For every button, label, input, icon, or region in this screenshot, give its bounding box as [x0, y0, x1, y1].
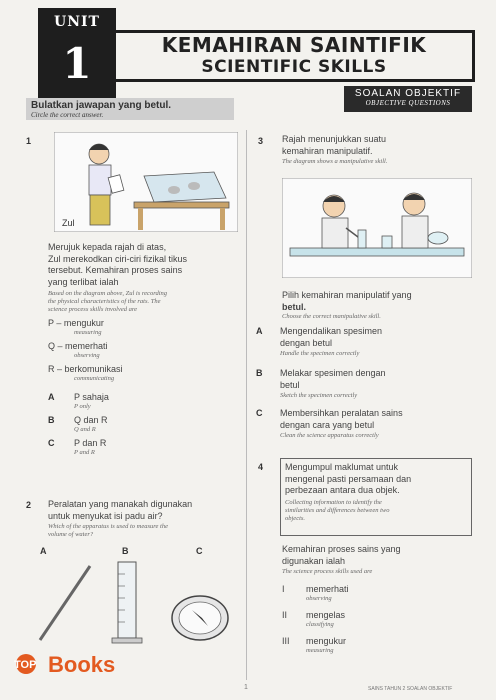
q1-stem-line-1: Merujuk kepada rajah di atas, [48, 242, 167, 252]
question-1-figure [54, 132, 238, 232]
q1-item-q-en: observing [74, 352, 100, 359]
unit-word: UNIT [54, 14, 100, 30]
q1-stem-line-4: yang terlibat ialah [48, 276, 119, 287]
q4-item-i-code: I [282, 584, 285, 594]
q1-option-a-en: P only [74, 403, 91, 410]
q3-stem-line-2: kemahiran manipulatif. [282, 145, 373, 156]
q2-option-b-label[interactable]: B [122, 546, 129, 556]
unit-badge [38, 8, 116, 100]
q4-item-i-en: observing [306, 595, 332, 602]
question-2-stem-english [48, 523, 238, 539]
instruction-box [26, 98, 234, 120]
question-4-stem [282, 544, 472, 567]
q3-prompt-line-2: betul. [282, 301, 306, 312]
watermark-brand-books: Books [48, 652, 116, 677]
q3-option-a-letter[interactable]: A [256, 326, 263, 336]
unit-number: 1 [62, 39, 92, 88]
q2-stem-line-2: untuk menyukat isi padu air? [48, 510, 163, 521]
question-3-prompt [282, 290, 472, 313]
watermark-brand-top: TOP [14, 659, 37, 671]
q3-stem-line-1: Rajah menunjukkan suatu [282, 134, 387, 144]
footer-right-text: SAINS TAHUN 2 SOALAN OBJEKTIF [368, 686, 453, 692]
question-4-number: 4 [258, 462, 264, 472]
q4-item-iii-text: mengukur [306, 636, 347, 646]
q2-stem-en-line-1: Which of the apparatus is used to measure the [48, 523, 168, 530]
q1-stem-en-line-2: the physical characteristics of the rats. The [48, 298, 161, 305]
q1-option-c-en: P and R [74, 449, 95, 456]
question-1-stem-english [48, 290, 238, 314]
question-2-figure [30, 560, 244, 646]
q3-option-c-letter[interactable]: C [256, 408, 263, 418]
q1-option-c-text[interactable]: P dan R [74, 438, 107, 448]
q3-option-b-letter[interactable]: B [256, 368, 263, 378]
q1-option-a-text[interactable]: P sahaja [74, 392, 109, 402]
apparatus-a-rod[interactable] [40, 566, 90, 640]
q4-item-ii-code: II [282, 610, 288, 620]
q4-box-malay: Mengumpul maklumat untuk mengenal pasti persamaan dan perbezaan antara dua objek. [285, 462, 412, 495]
q2-option-a-label[interactable]: A [40, 546, 47, 556]
question-1-stem [48, 242, 238, 288]
q1-option-b-letter[interactable]: B [48, 415, 55, 425]
q3-prompt-line-1: Pilih kemahiran manipulatif yang [282, 290, 412, 300]
q4-item-ii-text: mengelas [306, 610, 346, 620]
question-3-figure [282, 178, 472, 278]
q1-stem-en-line-3: science process skills involved are [48, 306, 138, 313]
question-2-number: 2 [26, 500, 32, 510]
question-3-number: 3 [258, 136, 264, 146]
section-label-malay: SOALAN OBJEKTIF [354, 88, 462, 99]
title-english: SCIENTIFIC SKILLS [201, 57, 387, 77]
section-label-english: OBJECTIVE QUESTIONS [365, 99, 451, 107]
q4-stem-line-2: digunakan ialah [282, 555, 346, 566]
q1-option-a-letter[interactable]: A [48, 392, 55, 402]
q3-option-b-en: Sketch the specimen correctly [280, 392, 358, 399]
apparatus-b-measuring-cylinder[interactable] [112, 562, 142, 643]
q1-item-r: R – berkomunikasi [48, 364, 123, 374]
q1-item-p-en: measuring [74, 329, 102, 336]
question-1-number: 1 [26, 136, 32, 146]
q2-option-c-label[interactable]: C [196, 546, 203, 556]
q4-item-ii-en: classifying [306, 621, 334, 628]
question-2-stem [48, 499, 238, 522]
figure-label-zul: Zul [62, 218, 75, 228]
q1-option-b-en: Q and R [74, 426, 96, 433]
q4-item-iii-en: measuring [306, 647, 334, 654]
q3-option-a-text[interactable]: Mengendalikan spesimen dengan betul [280, 326, 383, 348]
instruction-malay: Bulatkan jawapan yang betul. [31, 100, 172, 111]
apparatus-c-compass[interactable] [172, 596, 228, 640]
q4-item-iii-code: III [282, 636, 290, 646]
section-label [344, 86, 472, 112]
instruction-english: Circle the correct answer. [31, 111, 104, 119]
question-3-stem [282, 134, 472, 157]
q1-item-r-en: communicating [74, 375, 115, 382]
q4-box-english: Collecting information to identify the similarities and differences between two objects. [285, 499, 390, 522]
q3-option-c-en: Clean the science apparatus correctly [280, 432, 379, 439]
q3-option-b-text[interactable]: Melakar spesimen dengan betul [280, 368, 386, 390]
q1-option-b-text[interactable]: Q dan R [74, 415, 108, 425]
question-4-stem-english: The science process skills used are [282, 568, 373, 575]
q1-stem-line-3: tersebut. Kemahiran proses sains [48, 265, 183, 275]
topbooks-watermark [10, 646, 150, 682]
q3-option-c-text[interactable]: Membersihkan peralatan sains dengan cara yang betul [280, 408, 403, 430]
q4-stem-line-1: Kemahiran proses sains yang [282, 544, 401, 554]
q1-item-q: Q – memerhati [48, 341, 108, 351]
column-divider [246, 130, 247, 680]
q1-stem-line-2: Zul merekodkan ciri-ciri fizikal tikus [48, 253, 188, 264]
unit-title-bar [116, 30, 475, 82]
question-4-info-box [280, 458, 472, 536]
q1-option-c-letter[interactable]: C [48, 438, 55, 448]
title-malay: KEMAHIRAN SAINTIFIK [161, 33, 427, 57]
page-number: 1 [244, 684, 248, 691]
q2-stem-line-1: Peralatan yang manakah digunakan [48, 499, 193, 509]
q1-stem-en-line-1: Based on the diagram above, Zul is recording [48, 290, 168, 297]
q3-option-a-en: Handle the specimen correctly [280, 350, 360, 357]
q1-item-p: P – mengukur [48, 318, 104, 328]
q2-stem-en-line-2: volume of water? [48, 531, 94, 538]
q4-item-i-text: memerhati [306, 584, 349, 594]
question-3-prompt-english: Choose the correct manipulative skill. [282, 313, 381, 320]
question-3-stem-english: The diagram shows a manipulative skill. [282, 158, 388, 165]
